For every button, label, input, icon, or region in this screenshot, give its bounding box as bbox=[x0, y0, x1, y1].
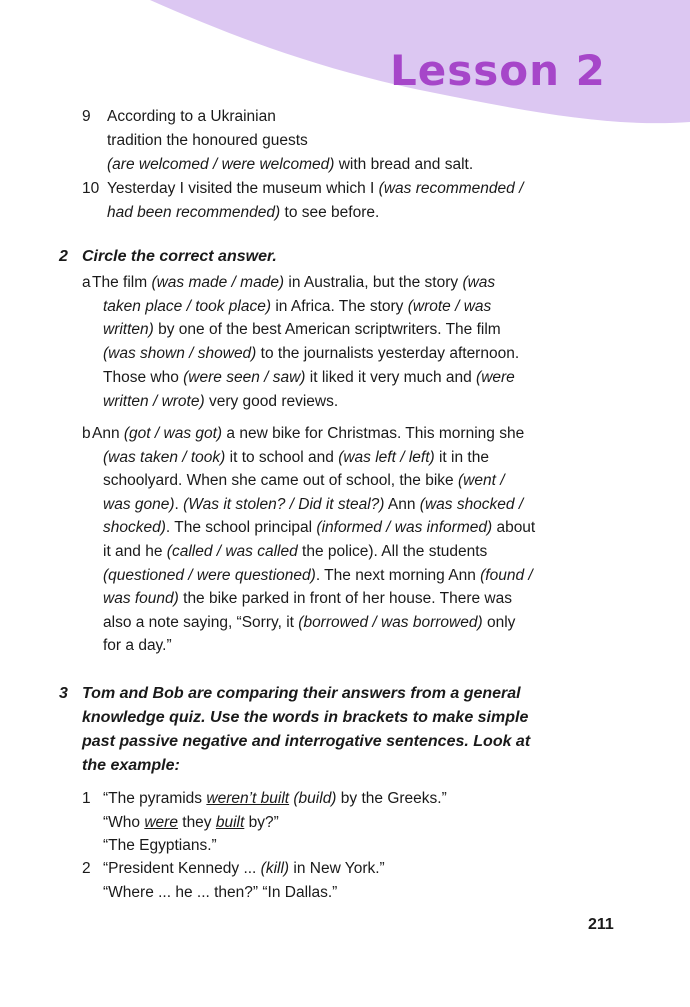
ex2-b-label: b bbox=[82, 425, 91, 442]
item-9-line-2: tradition the honoured guests bbox=[107, 132, 308, 149]
ex2-b-line-7: (questioned / were questioned). The next morning Ann (found / bbox=[103, 567, 533, 584]
ex2-b-line-8: was found) the bike parked in front of her house. There was bbox=[103, 590, 512, 607]
item-10-line-1: Yesterday I visited the museum which I (was recommended / bbox=[107, 180, 524, 197]
item-10-number: 10 bbox=[82, 180, 100, 197]
ex2-b-line-9: also a note saying, “Sorry, it (borrowed / was borrowed) only bbox=[103, 614, 516, 631]
ex2-a-label: a bbox=[82, 274, 91, 291]
exercise-3-instruction-line-4: the example: bbox=[82, 757, 180, 774]
ex2-a-line-4: (was shown / showed) to the journalists yesterday afternoon. bbox=[103, 345, 520, 362]
ex3-item-2-number: 2 bbox=[82, 860, 91, 877]
item-10-line-2: had been recommended) to see before. bbox=[107, 204, 380, 221]
page-number: 211 bbox=[588, 916, 614, 933]
ex3-item-2-line-1: “President Kennedy ... (kill) in New York.” bbox=[103, 860, 385, 877]
exercise-3-instruction-line-2: knowledge quiz. Use the words in brackets to make simple bbox=[82, 709, 529, 726]
item-9-number: 9 bbox=[82, 108, 91, 125]
ex3-item-1-line-1: “The pyramids weren’t built (build) by the Greeks.” bbox=[103, 790, 447, 807]
ex2-a-line-5: Those who (were seen / saw) it liked it very much and (were bbox=[103, 369, 515, 386]
ex2-b-line-4: was gone). (Was it stolen? / Did it steal?) Ann (was shocked / bbox=[103, 496, 524, 513]
item-9-line-3: (are welcomed / were welcomed) with bread and salt. bbox=[107, 156, 474, 173]
item-9-line-1: According to a Ukrainian bbox=[107, 108, 276, 125]
example-answer: weren’t built bbox=[206, 790, 290, 807]
item-10-options: (was recommended / bbox=[378, 180, 524, 197]
ex3-item-1-line-2: “Who were they built by?” bbox=[103, 814, 279, 831]
exercise-2-instruction: Circle the correct answer. bbox=[82, 248, 277, 265]
exercise-3-instruction-line-3: past passive negative and interrogative sentences. Look at bbox=[82, 733, 531, 750]
ex2-a-line-2: taken place / took place) in Africa. The story (wrote / was bbox=[103, 298, 492, 315]
ex3-item-1-line-3: “The Egyptians.” bbox=[103, 837, 217, 854]
ex2-b-line-10: for a day.” bbox=[103, 637, 172, 654]
ex2-a-line-6: written / wrote) very good reviews. bbox=[103, 393, 339, 410]
ex2-b-line-5: shocked). The school principal (informed / was informed) about bbox=[103, 519, 536, 536]
ex2-b-line-6: it and he (called / was called the police). All the students bbox=[103, 543, 488, 560]
ex2-b-line-2: (was taken / took) it to school and (was left / left) it in the bbox=[103, 449, 489, 466]
ex3-item-1-number: 1 bbox=[82, 790, 91, 807]
lesson-title: Lesson 2 bbox=[390, 46, 606, 95]
ex2-a-line-3: written) by one of the best American scriptwriters. The film bbox=[103, 321, 501, 338]
ex2-a-line-1: The film (was made / made) in Australia, but the story (was bbox=[92, 274, 496, 291]
ex2-b-line-1: Ann (got / was got) a new bike for Christmas. This morning she bbox=[92, 425, 525, 442]
ex3-item-2-line-2: “Where ... he ... then?” “In Dallas.” bbox=[103, 884, 338, 901]
exercise-3-number: 3 bbox=[59, 685, 68, 702]
exercise-2-number: 2 bbox=[59, 248, 68, 265]
exercise-3-instruction-line-1: Tom and Bob are comparing their answers from a general bbox=[82, 685, 521, 702]
item-9-options: (are welcomed / were welcomed) bbox=[107, 156, 335, 173]
ex2-b-line-3: schoolyard. When she came out of school, the bike (went / bbox=[103, 472, 505, 489]
